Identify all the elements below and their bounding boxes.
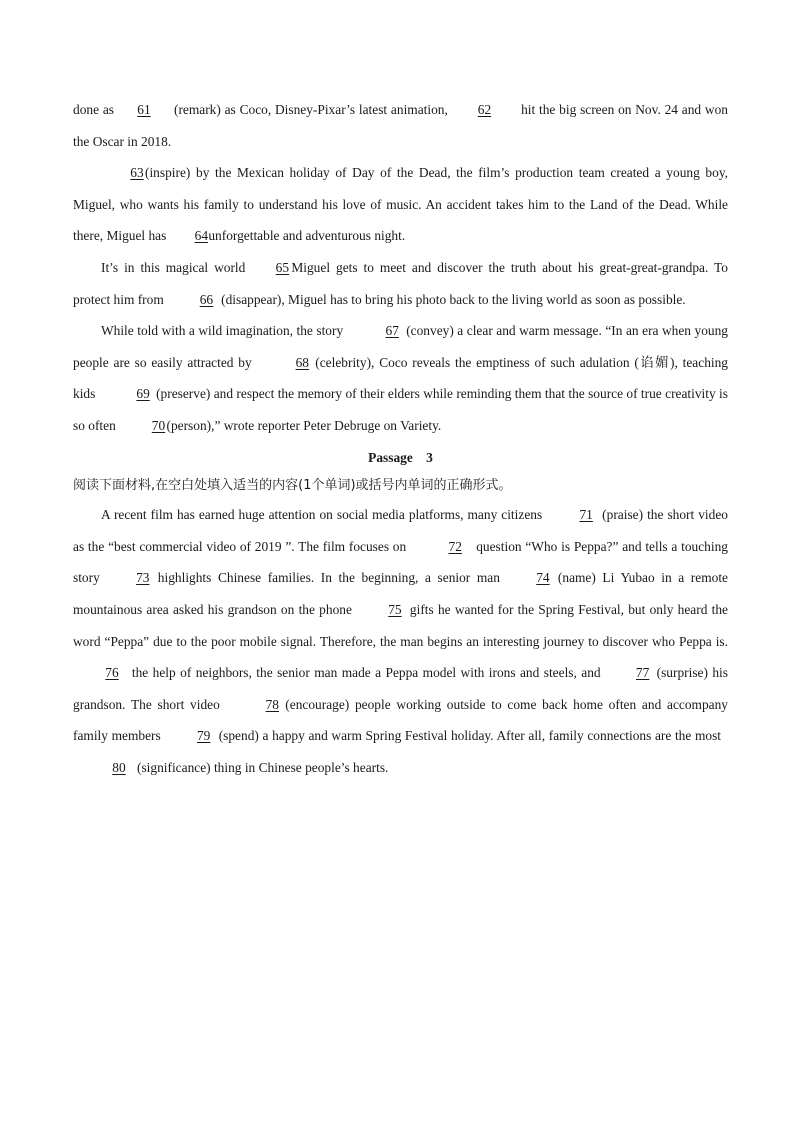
passage3-instruction: 阅读下面材料,在空白处填入适当的内容(1个单词)或括号内单词的正确形式。 (73, 478, 512, 494)
blank-61: 61 (137, 102, 151, 117)
blank-64: 64 (194, 228, 209, 244)
text: the help of neighbors, the senior man made a Peppa model with irons and steels, and (131, 665, 601, 681)
blank-78: 78 (265, 696, 279, 712)
text: (disappear), Miguel has to bring his photo back to the living world as soon as possible. (221, 291, 686, 307)
passage2-paragraph-2 (73, 157, 728, 252)
text: (convey) a clear and warm message. “In an era when young people are so easily attracted by (73, 323, 728, 370)
blank-65: 65 (275, 259, 290, 275)
blank-63: 63 (130, 165, 144, 181)
blank-71: 71 (579, 507, 593, 523)
text: (preserve) and respect the memory of their elders while reminding them that the source of true creativity is so often (73, 386, 728, 433)
text: Miguel gets to meet and discover the truth about his great-great-grandpa. To protect him from (73, 259, 728, 307)
blank-62: 62 (477, 102, 492, 117)
text: A recent film has earned huge attention on social media platforms, many citizens (101, 507, 543, 523)
blank-76: 76 (105, 665, 119, 681)
blank-80: 80 (112, 759, 126, 775)
text: (name) Li Yubao in a remote mountainous area asked his grandson on the phone (73, 570, 728, 617)
blank-67: 67 (385, 323, 399, 339)
text: While told with a wild imagination, the story (101, 323, 344, 339)
text: (praise) the short video as the “best commercial video of 2019 ”. The film focuses on (73, 507, 728, 554)
text: (person),” wrote reporter Peter Debruge on Variety. (166, 417, 442, 433)
blank-72: 72 (448, 538, 462, 554)
blank-79: 79 (196, 728, 211, 744)
blank-77: 77 (635, 665, 650, 681)
text: unforgettable and adventurous night. (208, 228, 406, 244)
passage2-paragraph-3 (73, 252, 728, 315)
text: (celebrity), Coco reveals the emptiness of such adulation (谄媚), teaching kids (73, 354, 728, 402)
text: (remark) as Coco, Disney-Pixar’s latest animation, (173, 102, 448, 117)
text: question “Who is Peppa?” and tells a touching story (73, 538, 728, 586)
text: (surprise) his grandson. The short video (73, 665, 728, 712)
text: (encourage) people working outside to come back home often and accompany family members (73, 696, 728, 744)
blank-70: 70 (151, 417, 166, 433)
worksheet-page (73, 94, 728, 783)
text: gifts he wanted for the Spring Festival, but only heard the word “Peppa” due to the poor mobile signal. Therefore, the man begins an interesting journey to discover who Peppa is. (73, 601, 728, 649)
blank-74: 74 (536, 570, 550, 586)
text: (inspire) by the Mexican holiday of Day of the Dead, the film’s production team created a young boy, Miguel, who wants his family to understand his love of music. An accident takes him to the Land of the Dead. While there, Miguel has (73, 165, 728, 244)
passage2-paragraph-4 (73, 315, 728, 441)
passage3-title: Passage 3 (368, 449, 433, 465)
blank-73: 73 (136, 570, 150, 586)
text: It’s in this magical world (101, 259, 246, 275)
blank-75: 75 (388, 601, 402, 617)
blank-69: 69 (136, 386, 150, 402)
text: hit the big screen on Nov. 24 and won the Oscar in 2018. (73, 102, 728, 149)
passage3-paragraph-1 (73, 499, 728, 783)
passage2-paragraph-1 (73, 94, 728, 157)
text: highlights Chinese families. In the beginning, a senior man (157, 570, 500, 586)
blank-66: 66 (199, 291, 214, 307)
text: (spend) a happy and warm Spring Festival holiday. After all, family connections are the most (218, 728, 721, 744)
blank-68: 68 (295, 354, 309, 370)
text: (significance) thing in Chinese people’s hearts. (137, 759, 389, 775)
text: done as (73, 102, 114, 117)
